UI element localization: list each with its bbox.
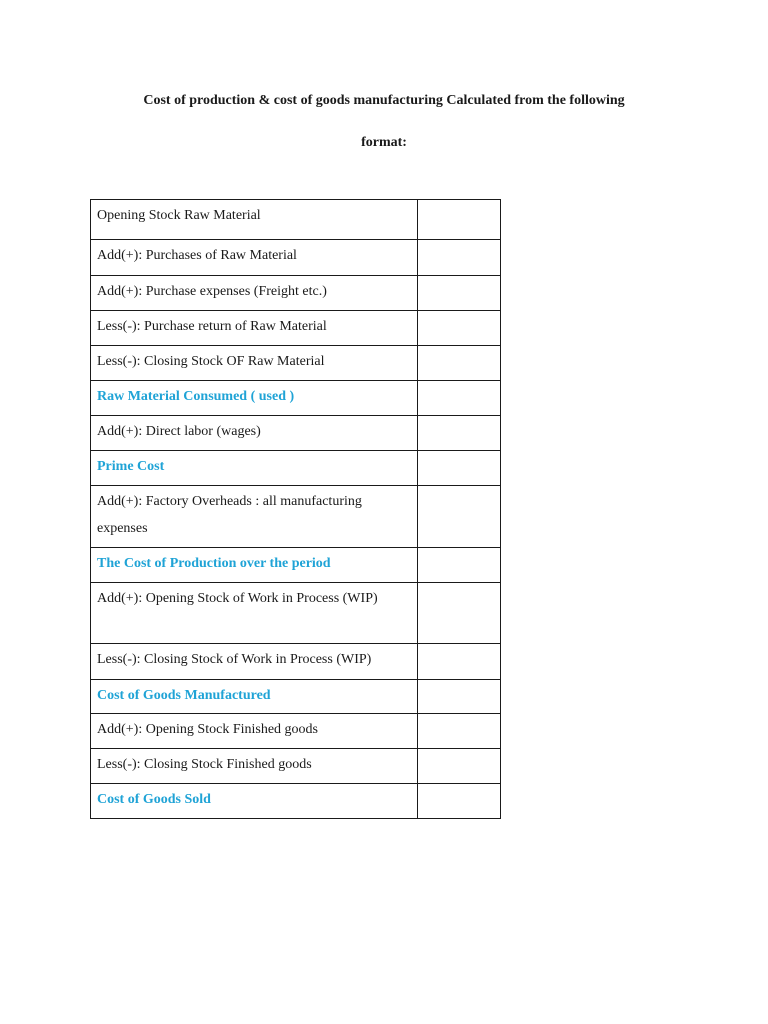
row-value-cell (418, 680, 501, 714)
table-row (91, 240, 501, 276)
table-row (91, 749, 501, 784)
row-label-cell (91, 749, 418, 784)
row-value-cell (418, 714, 501, 749)
row-value-cell (418, 486, 501, 548)
subtotal-label: Raw Material Consumed ( used ) (97, 389, 295, 404)
document-heading-line-2: format: (361, 135, 407, 150)
table-row (91, 200, 501, 240)
row-label-cell (91, 714, 418, 749)
row-label-cell (91, 583, 418, 644)
row-label-cell (91, 381, 418, 416)
subtotal-row (91, 784, 501, 819)
row-label: Opening Stock Raw Material (97, 208, 261, 223)
subtotal-row (91, 381, 501, 416)
row-value-cell (418, 276, 501, 311)
table-row (91, 714, 501, 749)
table-row (91, 644, 501, 680)
table-row (91, 416, 501, 451)
row-value-cell (418, 200, 501, 240)
row-value-cell (418, 346, 501, 381)
subtotal-row (91, 548, 501, 583)
row-label-cell (91, 346, 418, 381)
table-row (91, 346, 501, 381)
document-heading-line-1: Cost of production & cost of goods manufacturing Calculated from the following (143, 93, 625, 108)
row-label-cell (91, 784, 418, 819)
row-label: Add(+): Purchase expenses (Freight etc.) (97, 284, 327, 299)
row-label-cell (91, 644, 418, 680)
row-value-cell (418, 784, 501, 819)
row-label-cell (91, 486, 418, 548)
subtotal-row (91, 451, 501, 486)
row-value-cell (418, 381, 501, 416)
row-label: Less(-): Purchase return of Raw Material (97, 319, 327, 334)
row-label: Less(-): Closing Stock Finished goods (97, 757, 312, 772)
table-row (91, 583, 501, 644)
subtotal-label: Cost of Goods Sold (97, 792, 211, 807)
row-value-cell (418, 451, 501, 486)
row-value-cell (418, 749, 501, 784)
row-label: Less(-): Closing Stock of Work in Process (WIP) (97, 652, 372, 667)
row-label-cell (91, 680, 418, 714)
row-label: Add(+): Opening Stock Finished goods (97, 722, 318, 737)
row-value-cell (418, 311, 501, 346)
table-row (91, 311, 501, 346)
subtotal-label: Prime Cost (97, 459, 165, 474)
subtotal-label: Cost of Goods Manufactured (97, 688, 271, 703)
subtotal-row (91, 680, 501, 714)
row-label: Add(+): Direct labor (wages) (97, 424, 261, 439)
row-label: Add(+): Factory Overheads : all manufacturing expenses (97, 494, 362, 536)
row-value-cell (418, 583, 501, 644)
row-label: Add(+): Opening Stock of Work in Process (WIP) (97, 591, 378, 606)
cost-format-table (90, 199, 501, 819)
table-row (91, 486, 501, 548)
row-value-cell (418, 240, 501, 276)
row-label-cell (91, 240, 418, 276)
row-value-cell (418, 644, 501, 680)
table-row (91, 276, 501, 311)
row-label: Add(+): Purchases of Raw Material (97, 248, 297, 263)
row-label-cell (91, 548, 418, 583)
row-label-cell (91, 416, 418, 451)
subtotal-label: The Cost of Production over the period (97, 556, 331, 571)
row-label-cell (91, 451, 418, 486)
row-label-cell (91, 311, 418, 346)
cost-format-table-body (91, 200, 501, 819)
row-label-cell (91, 200, 418, 240)
row-label: Less(-): Closing Stock OF Raw Material (97, 354, 325, 369)
row-value-cell (418, 548, 501, 583)
row-label-cell (91, 276, 418, 311)
row-value-cell (418, 416, 501, 451)
